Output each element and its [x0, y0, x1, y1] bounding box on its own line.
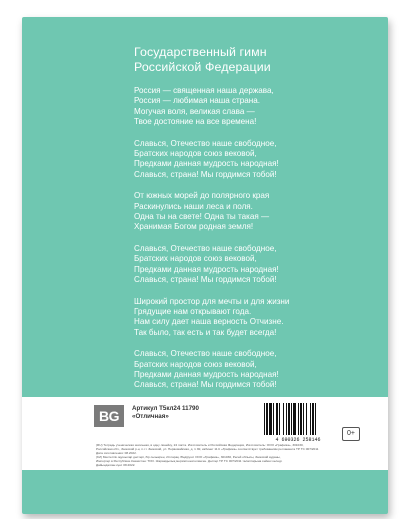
anthem-chorus: [134, 139, 384, 181]
brand-logo: BG: [94, 405, 124, 427]
barcode-bars: [262, 401, 334, 437]
anthem-stanza: [134, 86, 384, 128]
fine-print: [96, 443, 340, 467]
product-info-bar: [22, 397, 388, 470]
anthem-line: Братских народов союз вековой,: [134, 254, 257, 264]
anthem-line: Раскинулись наши леса и поля.: [134, 201, 253, 211]
article-number: Артикул Т5кл24 11790: [132, 405, 199, 412]
anthem-title-line: Российской Федерации: [134, 60, 271, 74]
anthem-line: Славься, страна! Мы гордимся тобой!: [134, 169, 277, 179]
anthem-line: Славься, Отечество наше свободное,: [134, 349, 277, 359]
series-name: «Отличная»: [132, 413, 169, 420]
fine-print-line: Дата изготовления: 08.2022.: [96, 451, 137, 455]
anthem-line: Россия — любимая наша страна.: [134, 96, 260, 106]
anthem-line: Могучая воля, великая слава —: [134, 106, 255, 116]
article-info: [132, 405, 199, 421]
anthem-line: Братских народов союз вековой,: [134, 359, 257, 369]
fine-print-line: Дайындалған күні: 08.2022.: [96, 463, 136, 467]
anthem-line: Славься, страна! Мы гордимся тобой!: [134, 275, 277, 285]
anthem-text: [134, 45, 384, 402]
anthem-line: Россия — священная наша держава,: [134, 86, 274, 95]
fine-print-line: (KZ) Мектептік оқушылар дәптері, бір сызықпен, 24 парақ. Өндіруші: ООО «Графика», 301030, Ресей облысы, Заокский ауданы,: [96, 455, 281, 459]
anthem-line: От южных морей до полярного края: [134, 191, 270, 201]
fine-print-line: (RU) Тетрадь ученическая школьная, в одну линейку, 24 листа. Изготовитель и Российская Федерация, Изготовитель: ООО «Графика», 301030,: [96, 443, 304, 447]
anthem-line: Предками данная мудрость народная!: [134, 159, 279, 169]
barcode-number: 4 690326 258146: [275, 437, 321, 443]
anthem-line: Предками данная мудрость народная!: [134, 264, 279, 274]
barcode-icon: [262, 401, 334, 437]
anthem-stanza: [134, 191, 384, 233]
anthem-line: Широкий простор для мечты и для жизни: [134, 296, 290, 306]
fine-print-line: Импортер в Республике Казахстан: ТОО. Жарамдылық мерзімі шектелмеген. Дәптер ТР ТС 007/2011 талаптарына сәйкес келеді.: [96, 459, 283, 463]
anthem-line: Братских народов союз вековой,: [134, 149, 257, 159]
anthem-chorus: [134, 244, 384, 286]
anthem-line: Так было, так есть и так будет всегда!: [134, 327, 277, 337]
anthem-line: Славься, страна! Мы гордимся тобой!: [134, 380, 277, 390]
anthem-line: Грядущие нам открывают года.: [134, 306, 252, 316]
anthem-line: Славься, Отечество наше свободное,: [134, 243, 277, 253]
anthem-stanza: [134, 297, 384, 339]
anthem-line: Твое достояние на все времена!: [134, 117, 257, 127]
notebook-cover: [22, 17, 388, 514]
anthem-line: Хранимая Богом родная земля!: [134, 222, 254, 232]
anthem-title-line: Государственный гимн: [134, 45, 267, 59]
anthem-line: Предками данная мудрость народная!: [134, 369, 279, 379]
fine-print-line: Российская обл., Заокский р-н, п.г.т. Заокский, ул. Первомайская, д. 1 ЗК, кабинет 11 К «Графика» соответствует требованиям регламента ТР ТС 007/2011: [96, 447, 319, 451]
age-rating-badge: 0+: [342, 427, 360, 441]
anthem-chorus: [134, 349, 384, 391]
anthem-line: Одна ты на свете! Одна ты такая —: [134, 212, 270, 222]
anthem-line: Славься, Отечество наше свободное,: [134, 138, 277, 148]
anthem-line: Нам силу дает наша верность Отчизне.: [134, 317, 284, 327]
anthem-title: [134, 45, 384, 75]
